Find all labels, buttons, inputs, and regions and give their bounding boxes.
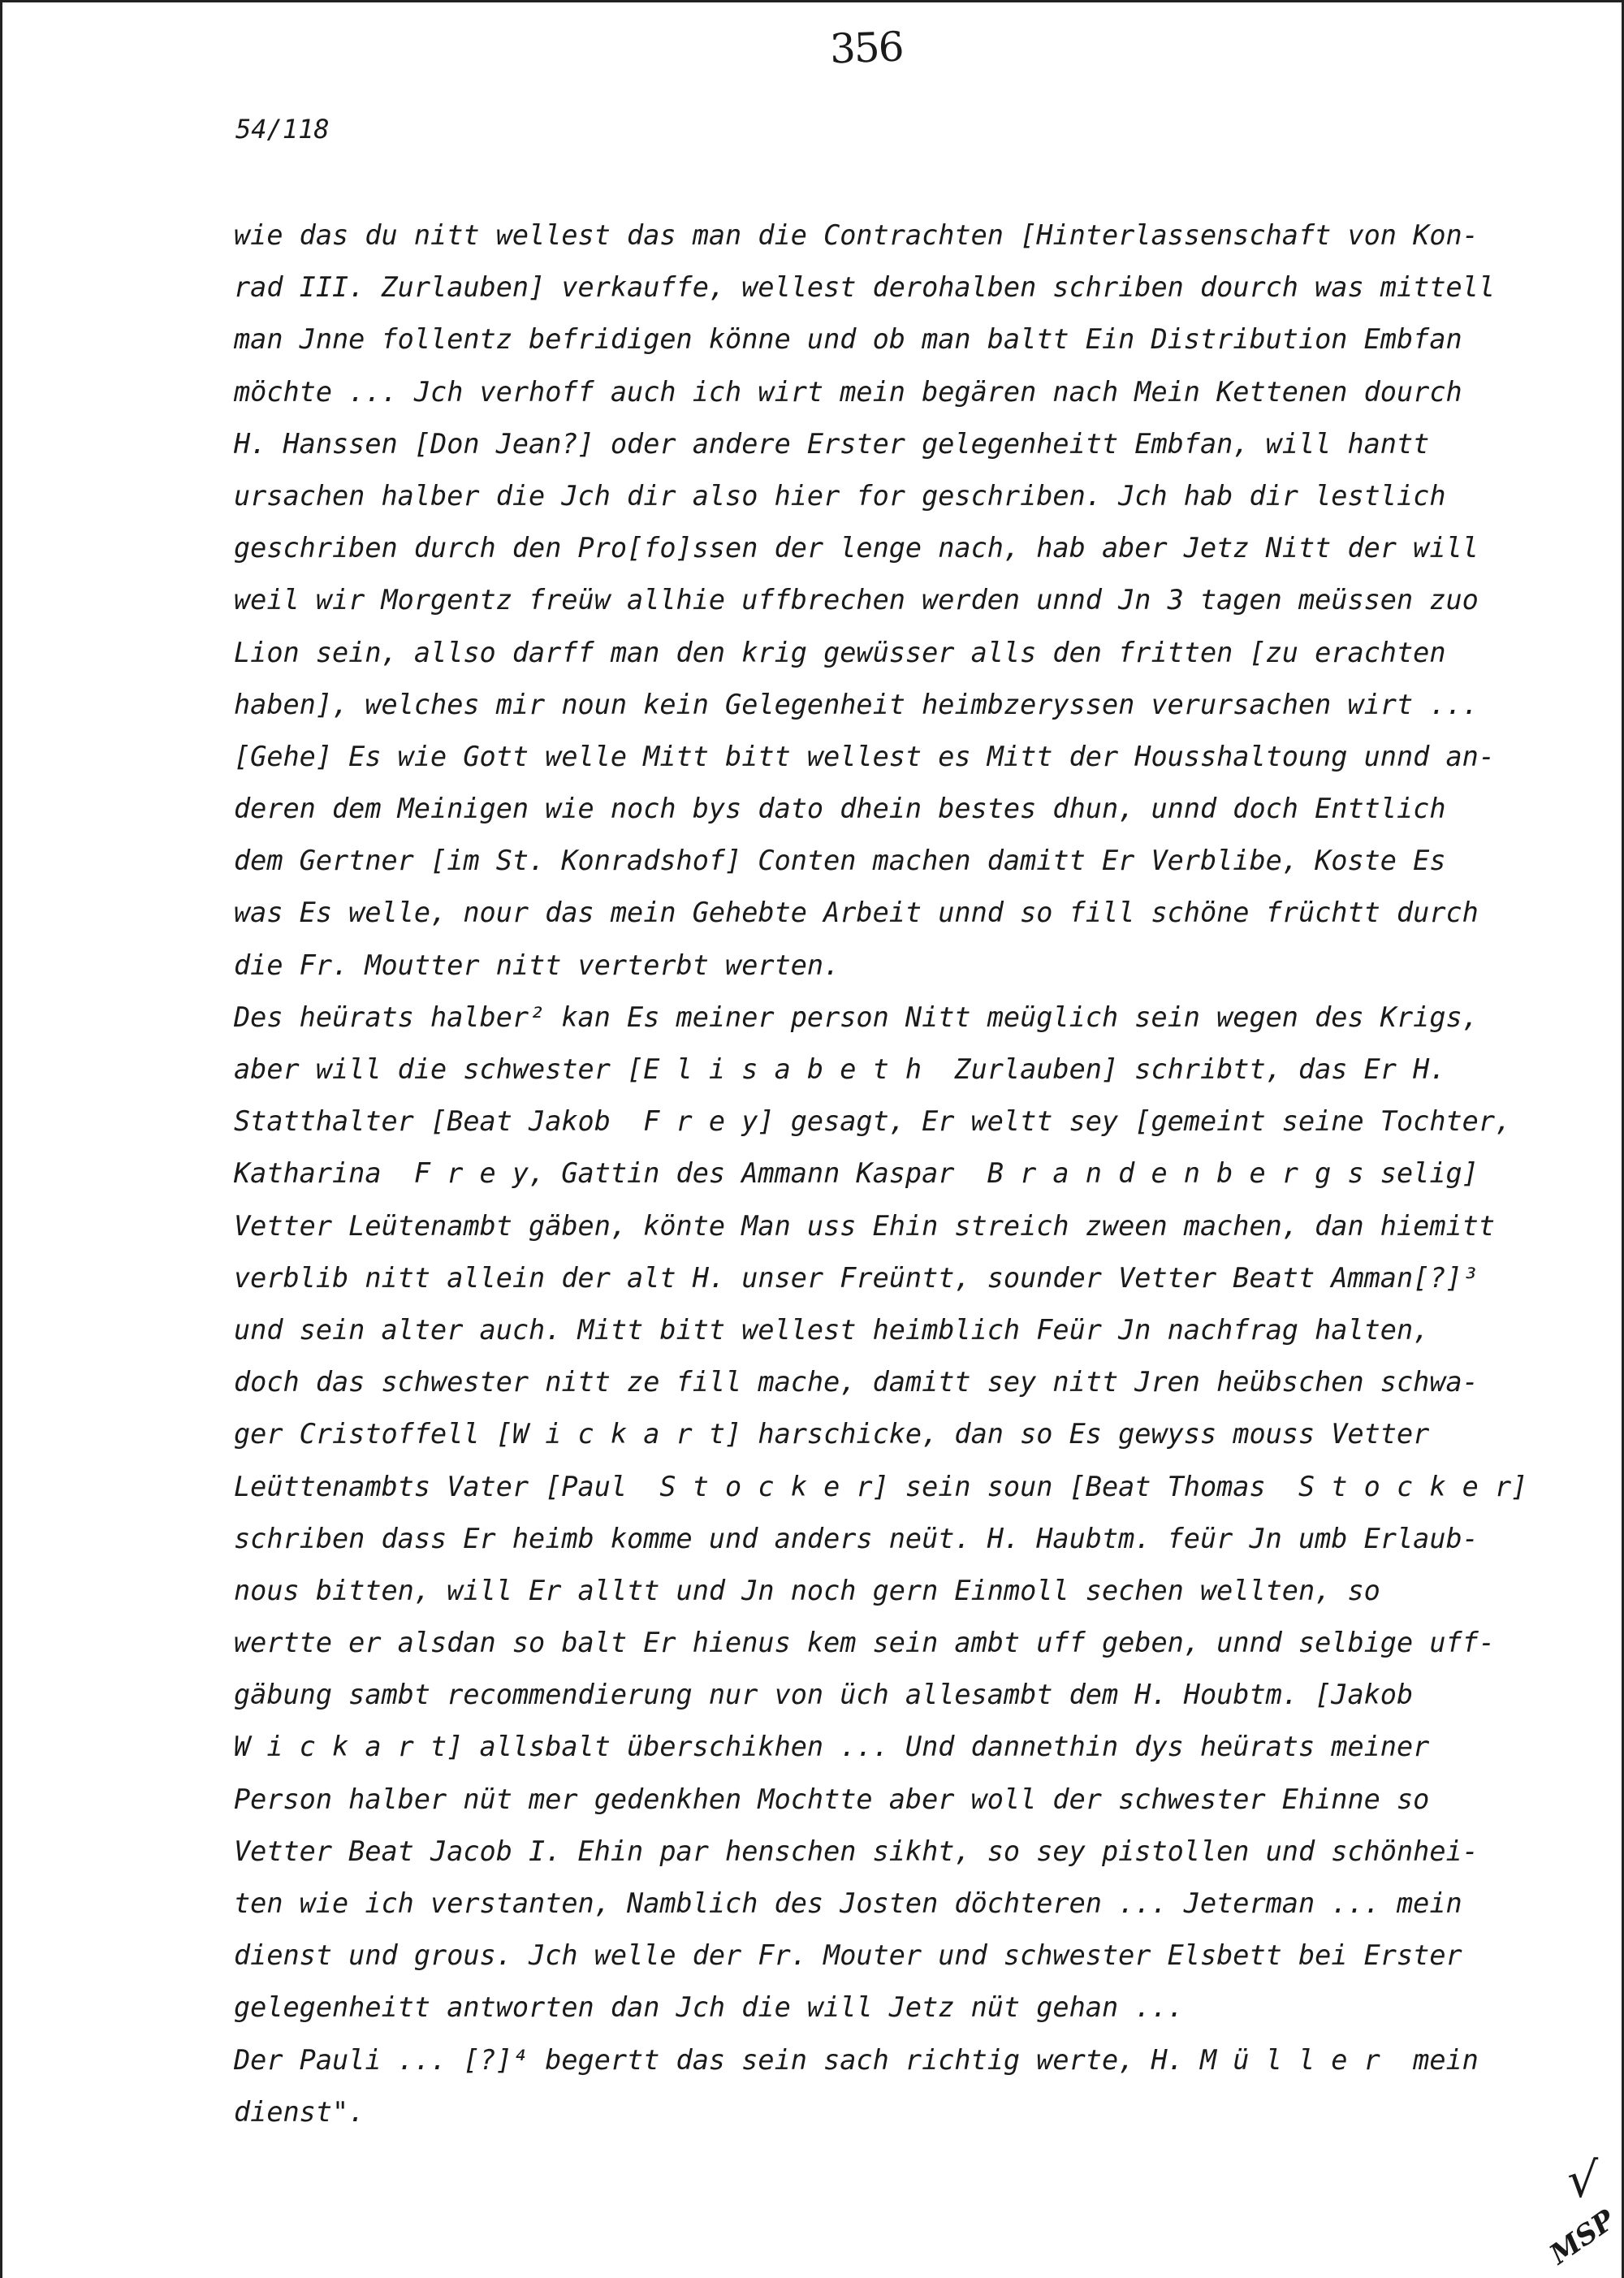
text-line: aber will die schwester [E l i s a b e t h Zurlauben] schribtt, das Er H.	[234, 1053, 1446, 1085]
text-line: rad III. Zurlauben] verkauffe, wellest derohalben schriben dourch was mittell	[234, 271, 1495, 304]
text-line: ten wie ich verstanten, Namblich des Josten döchteren ... Jeterman ... mein	[234, 1887, 1462, 1919]
text-line: gäbung sambt recommendierung nur von üch allesambt dem H. Houbtm. [Jakob	[234, 1679, 1414, 1711]
text-line: doch das schwester nitt ze fill mache, damitt sey nitt Jren heübschen schwa-	[234, 1366, 1479, 1398]
text-line: schriben dass Er heimb komme und anders neüt. H. Haubtm. feür Jn umb Erlaub-	[234, 1522, 1479, 1554]
text-line: wie das du nitt wellest das man die Contrachten [Hinterlassenschaft von Kon-	[234, 219, 1479, 251]
text-line: W i c k a r t] allsbalt überschikhen ... Und dannethin dys heürats meiner	[234, 1731, 1430, 1763]
page-border-left	[0, 0, 2, 2278]
document-reference: 54/118	[235, 114, 330, 145]
text-line: geschriben durch den Pro[fo]ssen der lenge nach, hab aber Jetz Nitt der will	[234, 532, 1479, 564]
text-line: dienst und grous. Jch welle der Fr. Mouter und schwester Elsbett bei Erster	[234, 1939, 1462, 1972]
text-line: man Jnne follentz befridigen könne und ob man baltt Ein Distribution Embfan	[234, 323, 1462, 356]
check-mark-icon: √	[1567, 2152, 1599, 2209]
handwritten-initials: MSP	[1544, 2203, 1622, 2272]
text-line: Katharina F r e y, Gattin des Ammann Kaspar B r a n d e n b e r g s selig]	[234, 1157, 1479, 1190]
text-line: weil wir Morgentz freüw allhie uffbrechen werden unnd Jn 3 tagen meüssen zuo	[234, 584, 1479, 616]
text-line: Person halber nüt mer gedenkhen Mochtte aber woll der schwester Ehinne so	[234, 1783, 1430, 1815]
text-line: verblib nitt allein der alt H. unser Freüntt, sounder Vetter Beatt Amman[?]³	[234, 1261, 1479, 1294]
page-number: 356	[829, 23, 904, 73]
text-line: ger Cristoffell [W i c k a r t] harschicke, dan so Es gewyss mouss Vetter	[234, 1418, 1430, 1450]
text-line: Statthalter [Beat Jakob F r e y] gesagt, Er weltt sey [gemeint seine Tochter,	[234, 1105, 1512, 1138]
text-line: die Fr. Moutter nitt verterbt werten.	[234, 949, 840, 981]
text-line: haben], welches mir noun kein Gelegenheit heimbzeryssen verursachen wirt ...	[234, 688, 1479, 720]
text-line: Leüttenambts Vater [Paul S t o c k e r] sein soun [Beat Thomas S t o c k e r]	[234, 1470, 1528, 1502]
text-line: dem Gertner [im St. Konradshof] Conten machen damitt Er Verblibe, Koste Es	[234, 845, 1446, 877]
text-line: nous bitten, will Er alltt und Jn noch gern Einmoll sechen wellten, so	[234, 1574, 1380, 1606]
text-line: [Gehe] Es wie Gott welle Mitt bitt wellest es Mitt der Housshaltoung unnd an-	[234, 740, 1495, 772]
text-line: Der Pauli ... [?]⁴ begertt das sein sach richtig werte, H. M ü l l e r mein	[234, 2043, 1479, 2076]
text-line: und sein alter auch. Mitt bitt wellest heimblich Feür Jn nachfrag halten,	[234, 1313, 1430, 1346]
text-line: gelegenheitt antworten dan Jch die will Jetz nüt gehan ...	[234, 1991, 1184, 2024]
page-border-top	[0, 0, 1624, 2]
text-line: Des heürats halber² kan Es meiner person Nitt meüglich sein wegen des Krigs,	[234, 1001, 1479, 1033]
text-line: Vetter Beat Jacob I. Ehin par henschen sikht, so sey pistollen und schönhei-	[234, 1835, 1479, 1867]
letter-transcription	[234, 210, 1528, 2138]
text-line: ursachen halber die Jch dir also hier for geschriben. Jch hab dir lestlich	[234, 479, 1446, 512]
text-line: Vetter Leütenambt gäben, könte Man uss Ehin streich zween machen, dan hiemitt	[234, 1209, 1495, 1242]
text-line: was Es welle, nour das mein Gehebte Arbeit unnd so fill schöne früchtt durch	[234, 897, 1479, 929]
text-line: wertte er alsdan so balt Er hienus kem sein ambt uff geben, unnd selbige uff-	[234, 1627, 1495, 1659]
text-line: Lion sein, allso darff man den krig gewüsser alls den fritten [zu erachten	[234, 636, 1446, 668]
text-line: dienst".	[234, 2095, 365, 2128]
text-line: möchte ... Jch verhoff auch ich wirt mein begären nach Mein Kettenen dourch	[234, 375, 1462, 408]
text-line: deren dem Meinigen wie noch bys dato dhein bestes dhun, unnd doch Enttlich	[234, 793, 1446, 825]
text-line: H. Hanssen [Don Jean?] oder andere Erster gelegenheitt Embfan, will hantt	[234, 427, 1430, 460]
